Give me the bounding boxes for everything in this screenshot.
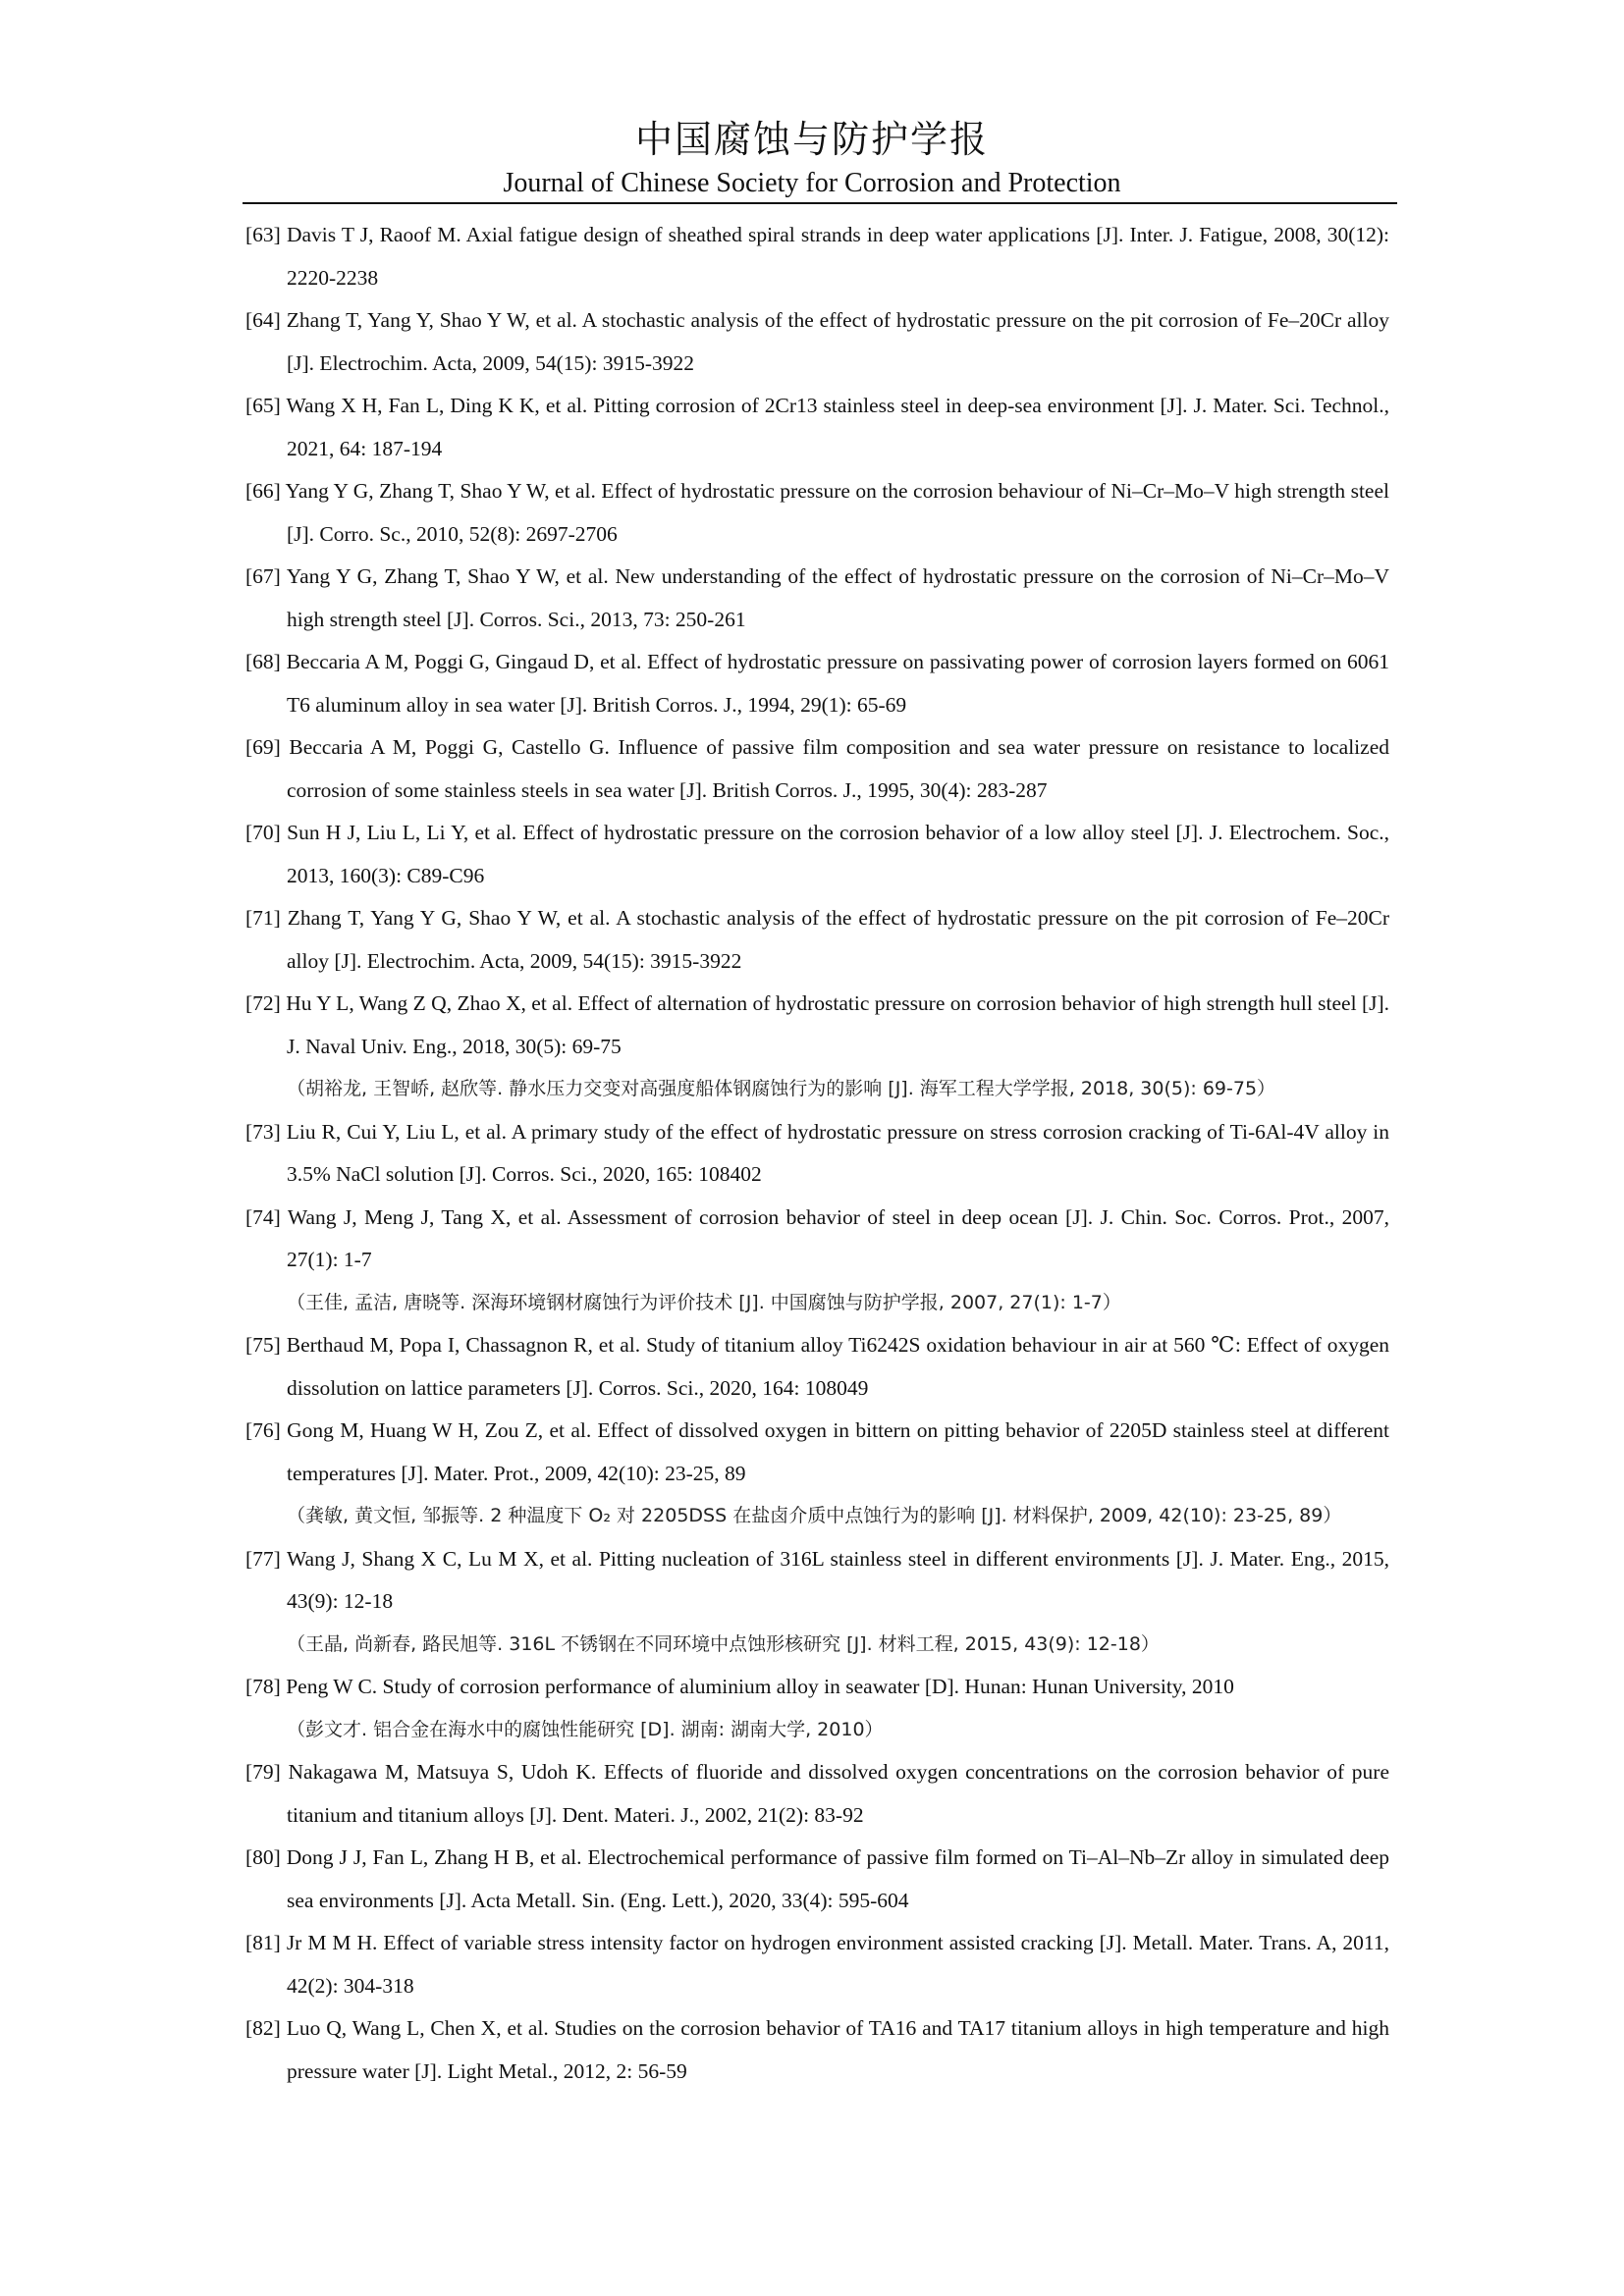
reference-text: Zhang T, Yang Y, Shao Y W, et al. A stochastic analysis of the effect of hydrostatic pressure on the pit corrosion of Fe–20Cr alloy [J]. Electrochim. Acta, 2009, 54(15): 3915-3922 [286, 308, 1390, 375]
reference-item [245, 1751, 1389, 1837]
reference-entry [245, 983, 1389, 1068]
reference-entry [245, 897, 1389, 983]
reference-text: Luo Q, Wang L, Chen X, et al. Studies on the corrosion behavior of TA16 and TA17 titanium alloys in high temperature and high pressure water [J]. Light Metal., 2012, 2: 56-59 [286, 2016, 1390, 2083]
reference-entry [245, 1111, 1389, 1197]
reference-number: [71] [245, 906, 281, 930]
reference-entry [245, 812, 1389, 897]
reference-number: [82] [245, 2016, 281, 2040]
reference-chinese-translation: （彭文才. 铝合金在海水中的腐蚀性能研究 [D]. 湖南: 湖南大学, 2010） [287, 1718, 884, 1740]
reference-item [245, 1922, 1389, 2007]
reference-text: Liu R, Cui Y, Liu L, et al. A primary study of the effect of hydrostatic pressure on stress corrosion cracking of Ti-6Al-4V alloy in 3.5% NaCl solution [J]. Corros. Sci., 2020, 165: 108402 [286, 1119, 1389, 1186]
reference-item [245, 897, 1389, 983]
reference-number: [75] [245, 1333, 281, 1357]
reference-number: [65] [245, 394, 281, 417]
reference-item [245, 1538, 1389, 1667]
reference-entry [245, 2007, 1389, 2093]
reference-text: Yang Y G, Zhang T, Shao Y W, et al. New understanding of the effect of hydrostatic pressure on the corrosion of Ni–Cr–Mo–V high strength steel [J]. Corros. Sci., 2013, 73: 250-261 [286, 564, 1389, 631]
reference-number: [79] [245, 1760, 281, 1784]
reference-text: Hu Y L, Wang Z Q, Zhao X, et al. Effect of alternation of hydrostatic pressure on corrosion behavior of high strength hull steel [J]. J. Naval Univ. Eng., 2018, 30(5): 69-75 [286, 991, 1390, 1058]
journal-title-en: Journal of Chinese Society for Corrosion and Protection [503, 168, 1121, 198]
reference-entry [245, 556, 1389, 641]
reference-item [245, 299, 1389, 385]
reference-text: Zhang T, Yang Y G, Shao Y W, et al. A stochastic analysis of the effect of hydrostatic pressure on the pit corrosion of Fe–20Cr alloy [J]. Electrochim. Acta, 2009, 54(15): 3915-3922 [287, 906, 1389, 973]
reference-text: Gong M, Huang W H, Zou Z, et al. Effect of dissolved oxygen in bittern on pitting behavior of 2205D stainless steel at different temperatures [J]. Mater. Prot., 2009, 42(10): 23-25, 89 [287, 1418, 1389, 1485]
reference-number: [81] [245, 1931, 281, 1954]
reference-item [245, 1837, 1389, 1922]
reference-entry [245, 1922, 1389, 2007]
reference-text: Yang Y G, Zhang T, Shao Y W, et al. Effect of hydrostatic pressure on the corrosion behaviour of Ni–Cr–Mo–V high strength steel [J]. Corro. Sc., 2010, 52(8): 2697-2706 [285, 479, 1389, 546]
reference-text: Davis T J, Raoof M. Axial fatigue design of sheathed spiral strands in deep water applications [J]. Inter. J. Fatigue, 2008, 30(12): 2220-2238 [286, 223, 1389, 290]
reference-number: [78] [245, 1675, 281, 1698]
reference-number: [63] [245, 223, 281, 246]
reference-entry [245, 470, 1389, 556]
reference-item [245, 812, 1389, 897]
reference-item [245, 983, 1389, 1111]
reference-item [245, 726, 1389, 812]
reference-entry [245, 1837, 1389, 1922]
reference-number: [74] [245, 1204, 281, 1229]
reference-text: Wang J, Shang X C, Lu M X, et al. Pitting nucleation of 316L stainless steel in different environments [J]. J. Mater. Eng., 2015, 43(9): 12-18 [286, 1546, 1389, 1613]
reference-item [245, 385, 1389, 470]
reference-text: Dong J J, Fan L, Zhang H B, et al. Electrochemical performance of passive film formed on Ti–Al–Nb–Zr alloy in simulated deep sea environments [J]. Acta Metall. Sin. (Eng. Lett.), 2020, 33(4): 595-604 [286, 1845, 1389, 1912]
reference-number: [76] [245, 1418, 281, 1442]
reference-item [245, 1410, 1389, 1538]
reference-text: Wang J, Meng J, Tang X, et al. Assessment of corrosion behavior of steel in deep ocean [J]. J. Chin. Soc. Corros. Prot., 2007, 27(1): 1-7 [287, 1204, 1389, 1271]
reference-text: Jr M M H. Effect of variable stress intensity factor on hydrogen environment assisted cracking [J]. Metall. Mater. Trans. A, 2011, 42(2): 304-318 [286, 1931, 1389, 1998]
reference-text: Sun H J, Liu L, Li Y, et al. Effect of hydrostatic pressure on the corrosion behavior of a low alloy steel [J]. J. Electrochem. Soc., 2013, 160(3): C89-C96 [287, 821, 1390, 887]
reference-item [245, 1111, 1389, 1197]
reference-number: [67] [245, 564, 281, 588]
reference-list [245, 214, 1389, 2093]
reference-chinese-translation: （龚敏, 黄文恒, 邹振等. 2 种温度下 O₂ 对 2205DSS 在盐卤介质中点蚀行为的影响 [J]. 材料保护, 2009, 42(10): 23-25, 89） [287, 1505, 1342, 1526]
reference-text: Beccaria A M, Poggi G, Gingaud D, et al. Effect of hydrostatic pressure on passivating power of corrosion layers formed on 6061 T6 aluminum alloy in sea water [J]. British Corros. J., 1994, 29(1): 65-69 [286, 650, 1389, 717]
reference-number: [80] [245, 1845, 281, 1869]
reference-entry [245, 1666, 1389, 1709]
reference-text: Peng W C. Study of corrosion performance of aluminium alloy in seawater [D]. Hunan: Hunan University, 2010 [286, 1675, 1234, 1698]
reference-text: Berthaud M, Popa I, Chassagnon R, et al. Study of titanium alloy Ti6242S oxidation behaviour in air at 560 ℃: Effect of oxygen dissolution on lattice parameters [J]. Corros. Sci., 2020, 164: 108049 [286, 1333, 1389, 1400]
reference-number: [68] [245, 650, 281, 673]
reference-item [245, 2007, 1389, 2093]
reference-entry [245, 1410, 1389, 1495]
reference-number: [73] [245, 1119, 281, 1144]
reference-item [245, 1197, 1389, 1325]
reference-number: [70] [245, 821, 281, 844]
reference-entry [245, 214, 1389, 299]
reference-text: Nakagawa M, Matsuya S, Udoh K. Effects of fluoride and dissolved oxygen concentrations on the corrosion behavior of pure titanium and titanium alloys [J]. Dent. Materi. J., 2002, 21(2): 83-92 [287, 1760, 1390, 1827]
reference-chinese-translation: （王晶, 尚新春, 路民旭等. 316L 不锈钢在不同环境中点蚀形核研究 [J]. 材料工程, 2015, 43(9): 12-18） [287, 1632, 1160, 1655]
reference-chinese-translation: （王佳, 孟洁, 唐晓等. 深海环境钢材腐蚀行为评价技术 [J]. 中国腐蚀与防护学报, 2007, 27(1): 1-7） [287, 1291, 1121, 1313]
header-rule [243, 202, 1397, 204]
reference-number: [72] [245, 991, 281, 1015]
reference-entry [245, 726, 1389, 812]
reference-entry [245, 641, 1389, 726]
reference-item [245, 214, 1389, 299]
reference-entry [245, 385, 1389, 470]
reference-item [245, 1666, 1389, 1751]
reference-entry [245, 1751, 1389, 1837]
journal-title-zh: 中国腐蚀与防护学报 [634, 118, 989, 161]
reference-entry [245, 1324, 1389, 1410]
reference-number: [64] [245, 308, 281, 332]
reference-item [245, 470, 1389, 556]
reference-text: Wang X H, Fan L, Ding K K, et al. Pitting corrosion of 2Cr13 stainless steel in deep-sea environment [J]. J. Mater. Sci. Technol., 2021, 64: 187-194 [286, 394, 1389, 460]
reference-entry [245, 299, 1389, 385]
journal-header [0, 114, 1624, 200]
reference-item [245, 641, 1389, 726]
reference-number: [69] [245, 735, 281, 759]
reference-chinese-translation: （胡裕龙, 王智峤, 赵欣等. 静水压力交变对高强度船体钢腐蚀行为的影响 [J]. 海军工程大学学报, 2018, 30(5): 69-75） [287, 1078, 1276, 1099]
reference-item [245, 556, 1389, 641]
reference-number: [77] [245, 1546, 281, 1571]
reference-number: [66] [245, 479, 281, 503]
reference-item [245, 1324, 1389, 1410]
reference-entry [245, 1538, 1389, 1624]
reference-text: Beccaria A M, Poggi G, Castello G. Influence of passive film composition and sea water pressure on resistance to localized corrosion of some stainless steels in sea water [J]. British Corros. J., 1995, 30(4): 283-287 [287, 735, 1389, 802]
reference-entry [245, 1197, 1389, 1282]
